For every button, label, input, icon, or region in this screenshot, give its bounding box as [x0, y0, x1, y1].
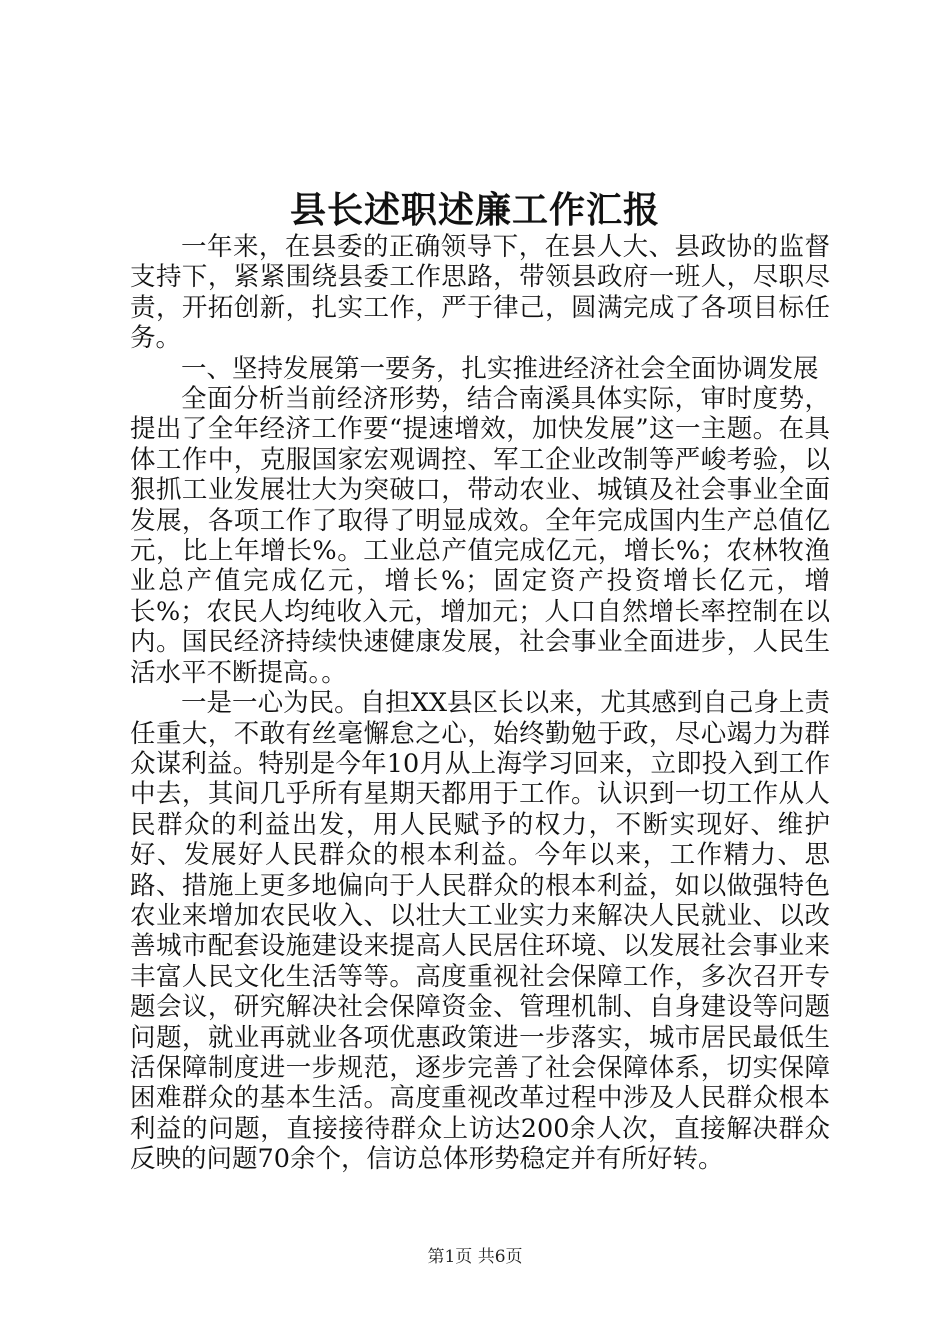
section-heading: 一、坚持发展第一要务，扎实推进经济社会全面协调发展	[181, 353, 819, 384]
people-first-paragraph: 一是一心为民。自担XX县区长以来，尤其感到自己身上责任重大，不敢有丝毫懈怠之心，始终勤勉于政，尽心竭力为群众谋利益。特别是今年10月从上海学习回来，立即投入到工作中去，其间几乎所有星期天都用于工作。认识到一切工作从人民群众的利益出发，用人民赋予的权力，不断实现好、维护好、发展好人民群众的根本利益。今年以来，工作精力、思路、措施上更多地偏向于人民群众的根本利益，如以做强特色农业来增加农民收入、以壮大工业实力来解决人民就业、以改善城市配套设施建设来提高人民居住环境、以发展社会事业来丰富人民文化生活等等。高度重视社会保障工作，多次召开专题会议，研究解决社会保障资金、管理机制、自身建设等问题问题，就业再就业各项优惠政策进一步落实，城市居民最低生活保障制度进一步规范，逐步完善了社会保障体系，切实保障困难群众的基本生活。高度重视改革过程中涉及人民群众根本利益的问题，直接接待群众上访达200余人次，直接解决群众反映的问题70余个，信访总体形势稳定并有所好转。	[130, 688, 830, 1175]
document-title: 县长述职述廉工作汇报	[289, 189, 660, 231]
page-number: 第1页 共6页	[427, 1247, 523, 1267]
intro-paragraph: 一年来，在县委的正确领导下，在县人大、县政协的监督支持下，紧紧围绕县委工作思路，带领县政府一班人，尽职尽责，开拓创新，扎实工作，严于律己，圆满完成了各项目标任务。	[130, 232, 830, 354]
economy-paragraph: 全面分析当前经济形势，结合南溪具体实际，审时度势，提出了全年经济工作要“提速增效，加快发展”这一主题。在具体工作中，克服国家宏观调控、军工企业改制等严峻考验，以狠抓工业发展壮大为突破口，带动农业、城镇及社会事业全面发展，各项工作了取得了明显成效。全年完成国内生产总值亿元，比上年增长%。工业总产值完成亿元，增长%；农林牧渔业总产值完成亿元，增长%；固定资产投资增长亿元，增长%；农民人均纯收入元，增加元；人口自然增长率控制在以内。国民经济持续快速健康发展，社会事业全面进步，人民生活水平不断提高。。	[130, 384, 830, 688]
document-body	[130, 232, 830, 1175]
